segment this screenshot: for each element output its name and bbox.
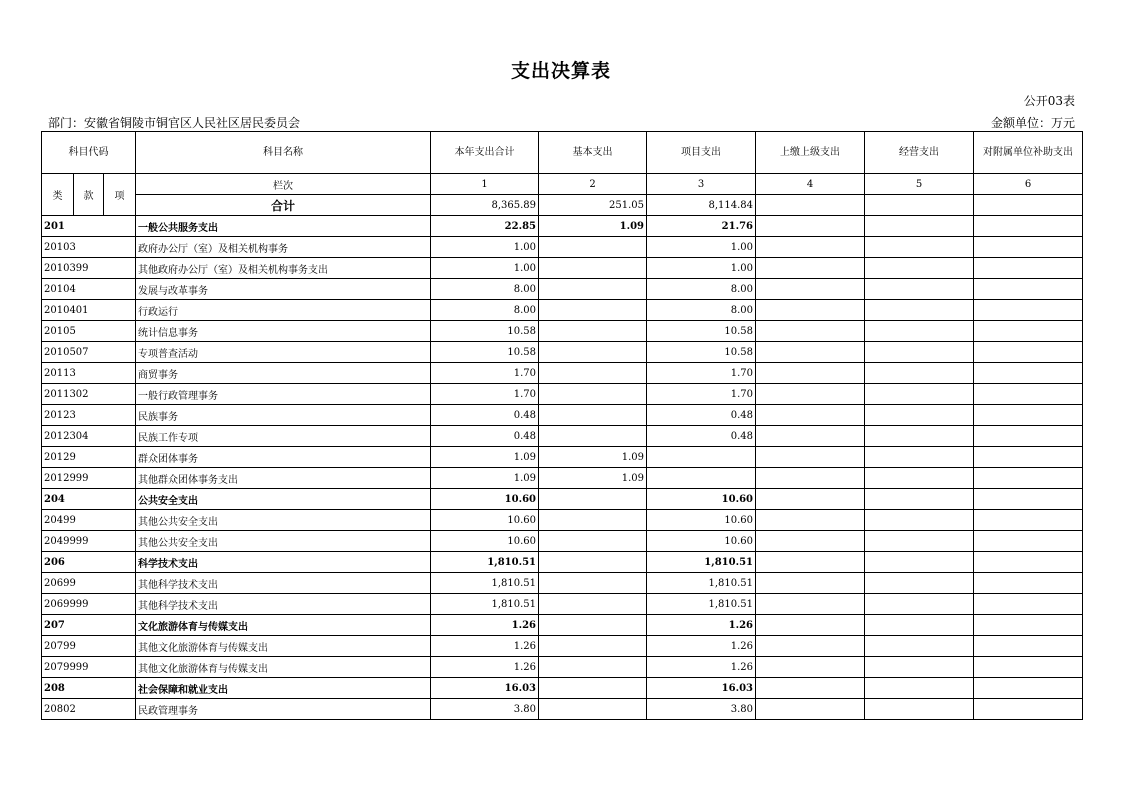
amount-basic	[539, 321, 647, 342]
empty-cell	[974, 468, 1083, 489]
amount-project: 16.03	[647, 678, 756, 699]
header-remit-upper: 上缴上级支出	[756, 132, 865, 174]
subject-name: 其他公共安全支出	[136, 510, 431, 531]
empty-cell	[974, 510, 1083, 531]
amount-basic	[539, 699, 647, 720]
header-xiang: 项	[104, 174, 136, 216]
empty-cell	[865, 615, 974, 636]
amount-project: 1,810.51	[647, 573, 756, 594]
table-row	[42, 384, 1083, 405]
amount-project: 10.58	[647, 342, 756, 363]
subject-name: 统计信息事务	[136, 321, 431, 342]
empty-cell	[756, 363, 865, 384]
empty-cell	[865, 237, 974, 258]
amount-project: 10.60	[647, 510, 756, 531]
total-project: 8,114.84	[647, 195, 756, 216]
page-title: 支出决算表	[510, 60, 611, 82]
empty-cell	[865, 342, 974, 363]
amount-total: 1.26	[431, 615, 539, 636]
empty-cell	[756, 531, 865, 552]
subject-code: 20113	[42, 363, 136, 384]
amount-project: 1.26	[647, 615, 756, 636]
amount-project: 10.60	[647, 489, 756, 510]
column-number: 2	[539, 174, 647, 195]
amount-total: 8.00	[431, 279, 539, 300]
column-number: 1	[431, 174, 539, 195]
subject-name: 公共安全支出	[136, 489, 431, 510]
empty-cell	[974, 195, 1083, 216]
subject-name: 民族工作专项	[136, 426, 431, 447]
amount-project: 3.80	[647, 699, 756, 720]
table-row	[42, 258, 1083, 279]
amount-project: 0.48	[647, 405, 756, 426]
amount-total: 0.48	[431, 426, 539, 447]
amount-basic: 1.09	[539, 447, 647, 468]
table-row	[42, 279, 1083, 300]
table-row	[42, 237, 1083, 258]
amount-basic	[539, 405, 647, 426]
expenditure-table	[41, 131, 1083, 720]
amount-basic	[539, 594, 647, 615]
header-basic: 基本支出	[539, 132, 647, 174]
amount-total: 10.60	[431, 489, 539, 510]
empty-cell	[756, 321, 865, 342]
subject-name: 民政管理事务	[136, 699, 431, 720]
subject-code: 208	[42, 678, 136, 699]
subject-code: 2010507	[42, 342, 136, 363]
empty-cell	[974, 594, 1083, 615]
table-row	[42, 405, 1083, 426]
amount-project: 1.00	[647, 258, 756, 279]
empty-cell	[865, 489, 974, 510]
amount-basic	[539, 615, 647, 636]
amount-project: 1.00	[647, 237, 756, 258]
empty-cell	[865, 195, 974, 216]
subject-code: 20499	[42, 510, 136, 531]
table-row	[42, 657, 1083, 678]
subject-name: 文化旅游体育与传媒支出	[136, 615, 431, 636]
empty-cell	[974, 300, 1083, 321]
table-row	[42, 363, 1083, 384]
empty-cell	[756, 657, 865, 678]
amount-project	[647, 447, 756, 468]
table-row	[42, 321, 1083, 342]
empty-cell	[865, 426, 974, 447]
subject-name: 专项普查活动	[136, 342, 431, 363]
table-row	[42, 300, 1083, 321]
amount-basic	[539, 300, 647, 321]
subject-code: 20104	[42, 279, 136, 300]
subject-code: 2011302	[42, 384, 136, 405]
amount-total: 1.00	[431, 258, 539, 279]
amount-project: 1.70	[647, 363, 756, 384]
table-row	[42, 678, 1083, 699]
empty-cell	[865, 573, 974, 594]
amount-basic	[539, 531, 647, 552]
empty-cell	[974, 636, 1083, 657]
empty-cell	[974, 279, 1083, 300]
subject-code: 20699	[42, 573, 136, 594]
subject-name: 其他科学技术支出	[136, 594, 431, 615]
header-total: 本年支出合计	[431, 132, 539, 174]
empty-cell	[865, 678, 974, 699]
empty-cell	[756, 468, 865, 489]
empty-cell	[974, 216, 1083, 237]
amount-total: 10.58	[431, 321, 539, 342]
table-row	[42, 342, 1083, 363]
empty-cell	[756, 489, 865, 510]
amount-project: 10.58	[647, 321, 756, 342]
subject-code: 207	[42, 615, 136, 636]
amount-total: 1,810.51	[431, 573, 539, 594]
subject-code: 2049999	[42, 531, 136, 552]
total-amount: 8,365.89	[431, 195, 539, 216]
total-row	[42, 195, 1083, 216]
subject-code: 201	[42, 216, 136, 237]
amount-basic	[539, 552, 647, 573]
amount-project: 8.00	[647, 279, 756, 300]
empty-cell	[974, 384, 1083, 405]
empty-cell	[865, 531, 974, 552]
empty-cell	[865, 216, 974, 237]
header-lei: 类	[42, 174, 74, 216]
empty-cell	[974, 552, 1083, 573]
form-number: 公开03表	[1023, 94, 1075, 108]
subject-name: 一般公共服务支出	[136, 216, 431, 237]
column-number: 5	[865, 174, 974, 195]
amount-total: 1,810.51	[431, 552, 539, 573]
empty-cell	[974, 447, 1083, 468]
subject-code: 20799	[42, 636, 136, 657]
amount-total: 22.85	[431, 216, 539, 237]
header-kuan: 款	[74, 174, 104, 216]
table-row	[42, 699, 1083, 720]
subject-code: 20103	[42, 237, 136, 258]
amount-total: 1.09	[431, 447, 539, 468]
empty-cell	[974, 657, 1083, 678]
amount-total: 3.80	[431, 699, 539, 720]
department-label: 部门：安徽省铜陵市铜官区人民社区居民委员会	[48, 116, 301, 130]
empty-cell	[756, 237, 865, 258]
amount-project: 8.00	[647, 300, 756, 321]
empty-cell	[974, 321, 1083, 342]
empty-cell	[865, 468, 974, 489]
amount-basic	[539, 363, 647, 384]
empty-cell	[974, 573, 1083, 594]
empty-cell	[865, 510, 974, 531]
empty-cell	[974, 405, 1083, 426]
empty-cell	[756, 636, 865, 657]
empty-cell	[756, 384, 865, 405]
amount-unit-label: 金额单位：万元	[990, 116, 1075, 130]
subject-code: 20123	[42, 405, 136, 426]
empty-cell	[865, 636, 974, 657]
subject-name: 其他文化旅游体育与传媒支出	[136, 636, 431, 657]
subject-code: 20129	[42, 447, 136, 468]
subject-name: 其他科学技术支出	[136, 573, 431, 594]
header-project: 项目支出	[647, 132, 756, 174]
empty-cell	[865, 363, 974, 384]
table-row	[42, 594, 1083, 615]
amount-total: 10.60	[431, 531, 539, 552]
empty-cell	[756, 405, 865, 426]
subject-code: 2010399	[42, 258, 136, 279]
empty-cell	[865, 300, 974, 321]
column-number: 3	[647, 174, 756, 195]
table-row	[42, 447, 1083, 468]
amount-total: 1.70	[431, 363, 539, 384]
empty-cell	[865, 405, 974, 426]
amount-project: 1,810.51	[647, 552, 756, 573]
table-row	[42, 636, 1083, 657]
subject-name: 一般行政管理事务	[136, 384, 431, 405]
amount-basic	[539, 342, 647, 363]
empty-cell	[865, 699, 974, 720]
subject-code: 20802	[42, 699, 136, 720]
column-number: 6	[974, 174, 1083, 195]
header-code: 科目代码	[42, 132, 136, 174]
table-row	[42, 615, 1083, 636]
amount-basic	[539, 678, 647, 699]
table-row	[42, 426, 1083, 447]
empty-cell	[756, 447, 865, 468]
empty-cell	[756, 300, 865, 321]
amount-total: 1.70	[431, 384, 539, 405]
amount-project: 21.76	[647, 216, 756, 237]
table-row	[42, 510, 1083, 531]
amount-project	[647, 468, 756, 489]
subject-name: 其他文化旅游体育与传媒支出	[136, 657, 431, 678]
empty-cell	[865, 594, 974, 615]
empty-cell	[756, 258, 865, 279]
subject-code: 2012304	[42, 426, 136, 447]
subject-code: 2069999	[42, 594, 136, 615]
empty-cell	[756, 279, 865, 300]
column-number: 4	[756, 174, 865, 195]
subject-name: 商贸事务	[136, 363, 431, 384]
amount-project: 1.26	[647, 657, 756, 678]
empty-cell	[974, 363, 1083, 384]
empty-cell	[974, 426, 1083, 447]
empty-cell	[756, 510, 865, 531]
empty-cell	[974, 342, 1083, 363]
empty-cell	[756, 573, 865, 594]
empty-cell	[974, 699, 1083, 720]
subject-code: 2010401	[42, 300, 136, 321]
empty-cell	[756, 678, 865, 699]
empty-cell	[756, 216, 865, 237]
amount-project: 0.48	[647, 426, 756, 447]
subject-name: 行政运行	[136, 300, 431, 321]
table-row	[42, 531, 1083, 552]
empty-cell	[756, 594, 865, 615]
empty-cell	[865, 258, 974, 279]
amount-basic	[539, 573, 647, 594]
subject-name: 群众团体事务	[136, 447, 431, 468]
empty-cell	[865, 384, 974, 405]
subject-name: 民族事务	[136, 405, 431, 426]
empty-cell	[865, 552, 974, 573]
amount-basic	[539, 489, 647, 510]
table-row	[42, 552, 1083, 573]
empty-cell	[756, 195, 865, 216]
amount-total: 1.26	[431, 657, 539, 678]
empty-cell	[865, 279, 974, 300]
amount-basic	[539, 657, 647, 678]
amount-basic	[539, 237, 647, 258]
amount-project: 1.26	[647, 636, 756, 657]
empty-cell	[756, 699, 865, 720]
amount-basic: 1.09	[539, 468, 647, 489]
empty-cell	[756, 615, 865, 636]
empty-cell	[865, 321, 974, 342]
subject-code: 2012999	[42, 468, 136, 489]
empty-cell	[974, 531, 1083, 552]
empty-cell	[974, 258, 1083, 279]
amount-basic	[539, 426, 647, 447]
amount-basic	[539, 258, 647, 279]
amount-total: 8.00	[431, 300, 539, 321]
empty-cell	[756, 342, 865, 363]
amount-total: 1.26	[431, 636, 539, 657]
subject-name: 发展与改革事务	[136, 279, 431, 300]
amount-project: 1,810.51	[647, 594, 756, 615]
header-operating: 经营支出	[865, 132, 974, 174]
subject-code: 206	[42, 552, 136, 573]
subject-name: 其他公共安全支出	[136, 531, 431, 552]
header-lanci: 栏次	[136, 174, 431, 195]
amount-total: 1.09	[431, 468, 539, 489]
table-row	[42, 216, 1083, 237]
header-name: 科目名称	[136, 132, 431, 174]
subject-name: 政府办公厅（室）及相关机构事务	[136, 237, 431, 258]
table-row	[42, 489, 1083, 510]
amount-project: 10.60	[647, 531, 756, 552]
empty-cell	[756, 426, 865, 447]
empty-cell	[974, 237, 1083, 258]
empty-cell	[974, 489, 1083, 510]
amount-basic	[539, 384, 647, 405]
subject-code: 204	[42, 489, 136, 510]
subject-code: 20105	[42, 321, 136, 342]
amount-basic	[539, 636, 647, 657]
amount-total: 10.60	[431, 510, 539, 531]
amount-total: 10.58	[431, 342, 539, 363]
amount-total: 0.48	[431, 405, 539, 426]
subject-name: 社会保障和就业支出	[136, 678, 431, 699]
amount-total: 16.03	[431, 678, 539, 699]
subject-name: 其他政府办公厅（室）及相关机构事务支出	[136, 258, 431, 279]
amount-total: 1.00	[431, 237, 539, 258]
total-basic: 251.05	[539, 195, 647, 216]
amount-basic: 1.09	[539, 216, 647, 237]
header-subsidy: 对附属单位补助支出	[974, 132, 1083, 174]
empty-cell	[974, 678, 1083, 699]
total-label: 合计	[136, 195, 431, 216]
amount-basic	[539, 510, 647, 531]
empty-cell	[865, 657, 974, 678]
subject-name: 其他群众团体事务支出	[136, 468, 431, 489]
amount-project: 1.70	[647, 384, 756, 405]
subject-name: 科学技术支出	[136, 552, 431, 573]
table-row	[42, 468, 1083, 489]
amount-basic	[539, 279, 647, 300]
amount-total: 1,810.51	[431, 594, 539, 615]
empty-cell	[974, 615, 1083, 636]
empty-cell	[865, 447, 974, 468]
table-row	[42, 573, 1083, 594]
empty-cell	[756, 552, 865, 573]
subject-code: 2079999	[42, 657, 136, 678]
